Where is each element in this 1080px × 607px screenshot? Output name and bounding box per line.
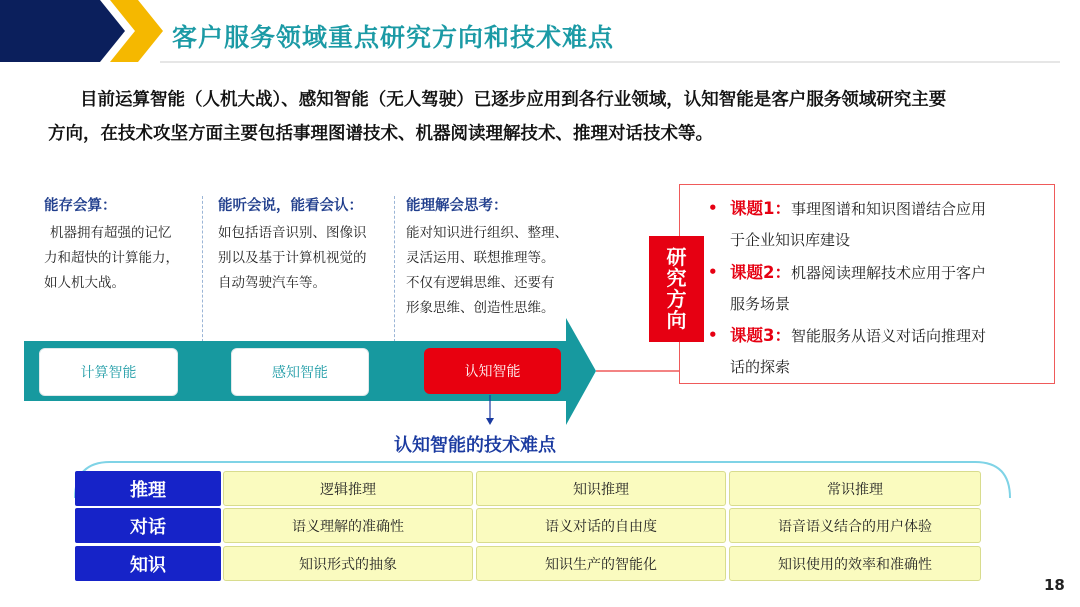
page-title: 客户服务领域重点研究方向和技术难点 xyxy=(172,23,615,52)
topic-label: 课题1： xyxy=(730,199,791,218)
topic-text: 话的探索 xyxy=(730,358,791,376)
table-cell: 知识推理 xyxy=(476,471,726,506)
research-direction-label xyxy=(649,236,704,342)
topic-item xyxy=(708,257,1030,320)
intro-line-1: 目前运算智能（人机大战）、感知智能（无人驾驶）已逐步应用到各行业领域，认知智能是客户服务领域研究主要 xyxy=(80,90,947,110)
topic-text: 服务场景 xyxy=(730,295,791,313)
table-cell: 逻辑推理 xyxy=(223,471,473,506)
topic-item xyxy=(708,320,1030,383)
topic-label: 课题2： xyxy=(730,263,791,282)
research-char: 究 xyxy=(666,266,687,290)
stage-perception: 感知智能 xyxy=(231,348,369,396)
table-cell: 知识形式的抽象 xyxy=(223,546,473,581)
column-line: 自动驾驶汽车等。 xyxy=(218,275,326,291)
table-cell: 语义对话的自由度 xyxy=(476,508,726,543)
stage-cognition: 认知智能 xyxy=(424,348,561,394)
column-line: 如人机大战。 xyxy=(44,275,125,291)
column-line: 力和超快的计算能力， xyxy=(44,250,179,266)
topic-label: 课题3： xyxy=(730,326,791,345)
column-line: 形象思维、创造性思维。 xyxy=(406,300,555,316)
table-cell: 知识使用的效率和准确性 xyxy=(729,546,981,581)
topic-text: 机器阅读理解技术应用于客户 xyxy=(790,264,986,282)
column-heading: 能存会算： xyxy=(44,198,117,214)
stage-compute: 计算智能 xyxy=(39,348,178,396)
bullet-icon: • xyxy=(708,263,718,281)
research-char: 向 xyxy=(666,308,687,332)
research-topics-box xyxy=(679,184,1055,384)
bullet-icon: • xyxy=(708,199,718,217)
table-cell: 常识推理 xyxy=(729,471,981,506)
column-line: 别以及基于计算机视觉的 xyxy=(218,250,367,266)
row-label-knowledge: 知识 xyxy=(75,546,221,581)
research-char: 研 xyxy=(666,245,687,269)
topic-text: 事理图谱和知识图谱结合应用 xyxy=(790,200,986,218)
column-line: 不仅有逻辑思维、还要有 xyxy=(406,275,555,291)
topic-text: 智能服务从语义对话向推理对 xyxy=(790,327,986,345)
topic-item xyxy=(708,193,1030,256)
column-line: 灵活运用、联想推理等。 xyxy=(406,250,555,266)
intro-line-2: 方向，在技术攻坚方面主要包括事理图谱技术、机器阅读理解技术、推理对话技术等。 xyxy=(48,124,713,144)
bullet-icon: • xyxy=(708,326,718,344)
page-number: 18 xyxy=(1044,576,1065,594)
table-cell: 知识生产的智能化 xyxy=(476,546,726,581)
row-label-reasoning: 推理 xyxy=(75,471,221,506)
column-line: 能对知识进行组织、整理、 xyxy=(406,225,568,241)
row-label-dialogue: 对话 xyxy=(75,508,221,543)
difficulty-heading: 认知智能的技术难点 xyxy=(394,435,556,456)
table-cell: 语音语义结合的用户体验 xyxy=(729,508,981,543)
column-line: 机器拥有超强的记忆 xyxy=(50,225,172,241)
column-heading: 能听会说，能看会认： xyxy=(218,198,363,214)
topic-text: 于企业知识库建设 xyxy=(730,231,851,249)
research-char: 方 xyxy=(666,287,687,311)
table-cell: 语义理解的准确性 xyxy=(223,508,473,543)
column-line: 如包括语音识别、图像识 xyxy=(218,225,367,241)
column-heading: 能理解会思考： xyxy=(406,198,508,214)
